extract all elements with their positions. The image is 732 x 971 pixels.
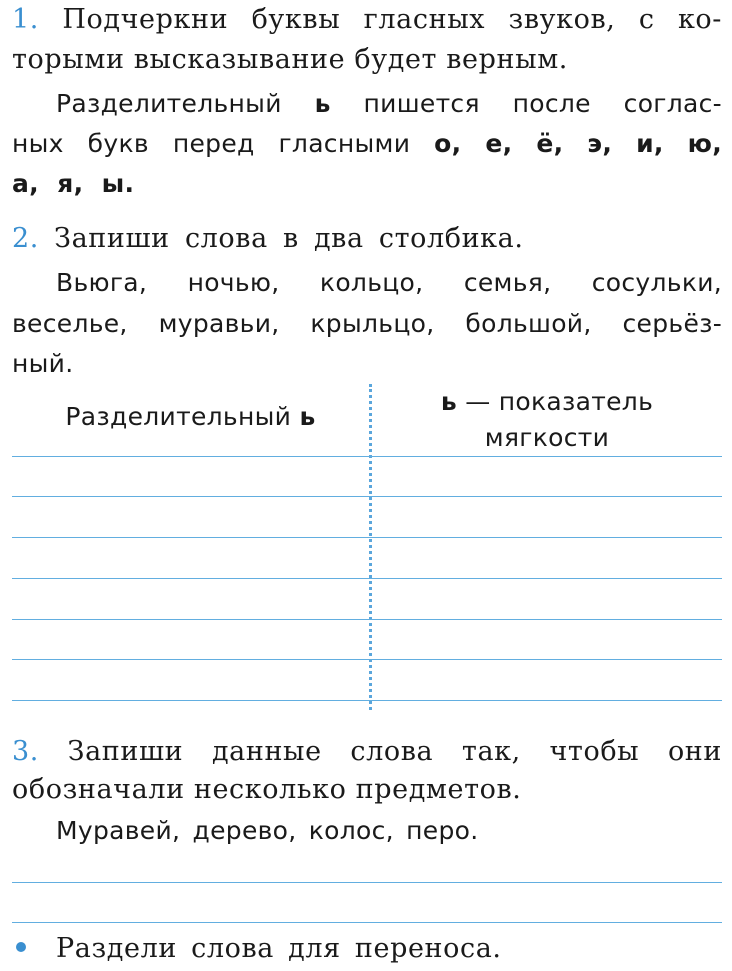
col2-soft-sign: ь: [440, 387, 457, 416]
task3-number: 3.: [12, 736, 39, 767]
task3-line1: [12, 736, 722, 767]
task2-words-line1: [56, 268, 722, 297]
writing-line[interactable]: [12, 537, 722, 538]
writing-line[interactable]: [12, 578, 722, 579]
task3-line2: обозначали несколько предметов.: [12, 774, 522, 805]
vowel-yu[interactable]: ю,: [687, 129, 723, 158]
word-item: веселье,: [12, 309, 128, 338]
rule-text-line2: ных букв перед гласными: [12, 129, 411, 158]
vowel-o[interactable]: о,: [434, 129, 462, 158]
word-item: крыльцо,: [310, 309, 435, 338]
vowel-yo[interactable]: ё,: [536, 129, 564, 158]
col2-title-line2: мягкости: [484, 423, 610, 452]
task1-text-line1: Подчеркни буквы гласных звуков, с ко-: [62, 4, 722, 35]
table-column-divider: [369, 384, 372, 710]
rule-text-start: Разделительный: [56, 89, 282, 118]
vowel-ya[interactable]: я,: [57, 169, 84, 198]
word-item: муравьи,: [158, 309, 280, 338]
writing-line[interactable]: [12, 882, 722, 883]
rule-text-end: пишется после соглас-: [363, 89, 723, 118]
soft-sign-letter: ь: [314, 89, 331, 118]
vowel-i[interactable]: и,: [636, 129, 664, 158]
col1-soft-sign: ь: [299, 402, 316, 431]
word-item: сосульки,: [591, 268, 723, 297]
vowel-eh[interactable]: э,: [587, 129, 613, 158]
writing-line[interactable]: [12, 456, 722, 457]
col2-title-line1: [372, 384, 722, 420]
task2-instruction: Запиши слова в два столбика.: [54, 223, 524, 254]
task4-line: [12, 933, 502, 964]
vowel-a[interactable]: а,: [12, 169, 39, 198]
bullet-icon: [16, 942, 26, 952]
writing-line[interactable]: [12, 496, 722, 497]
task1-line1: [12, 4, 722, 35]
word-item: Вьюга,: [56, 268, 148, 297]
word-item: ночью,: [187, 268, 280, 297]
word-item: серьёз-: [622, 309, 723, 338]
task2-number: 2.: [12, 223, 39, 254]
task1-rule-line1: [56, 89, 722, 118]
task1-rule-line2: [12, 129, 722, 158]
writing-line[interactable]: [12, 659, 722, 660]
task4-text: Раздели слова для переноса.: [56, 933, 502, 964]
task2-instruction-line: [12, 223, 524, 254]
writing-line[interactable]: [12, 619, 722, 620]
task3-text-line1: Запиши данные слова так, чтобы они: [67, 736, 722, 767]
task1-rule-line3: [12, 169, 134, 198]
col2-title-text: — показатель: [465, 387, 654, 416]
task1-line2: торыми высказывание будет верным.: [12, 44, 568, 75]
table-header-col2: [372, 384, 722, 456]
writing-line[interactable]: [12, 700, 722, 701]
task1-number: 1.: [12, 4, 39, 35]
task2-words-line2: [12, 309, 722, 338]
vowel-e[interactable]: е,: [485, 129, 513, 158]
task2-words-line3: ный.: [12, 349, 74, 378]
task3-words: Муравей, дерево, колос, перо.: [56, 816, 479, 845]
writing-line[interactable]: [12, 922, 722, 923]
word-item: большой,: [465, 309, 592, 338]
word-item: кольцо,: [319, 268, 424, 297]
table-header-col1: [12, 402, 369, 431]
vowel-y[interactable]: ы.: [101, 169, 135, 198]
word-item: семья,: [463, 268, 552, 297]
col1-title: Разделительный: [65, 402, 292, 431]
